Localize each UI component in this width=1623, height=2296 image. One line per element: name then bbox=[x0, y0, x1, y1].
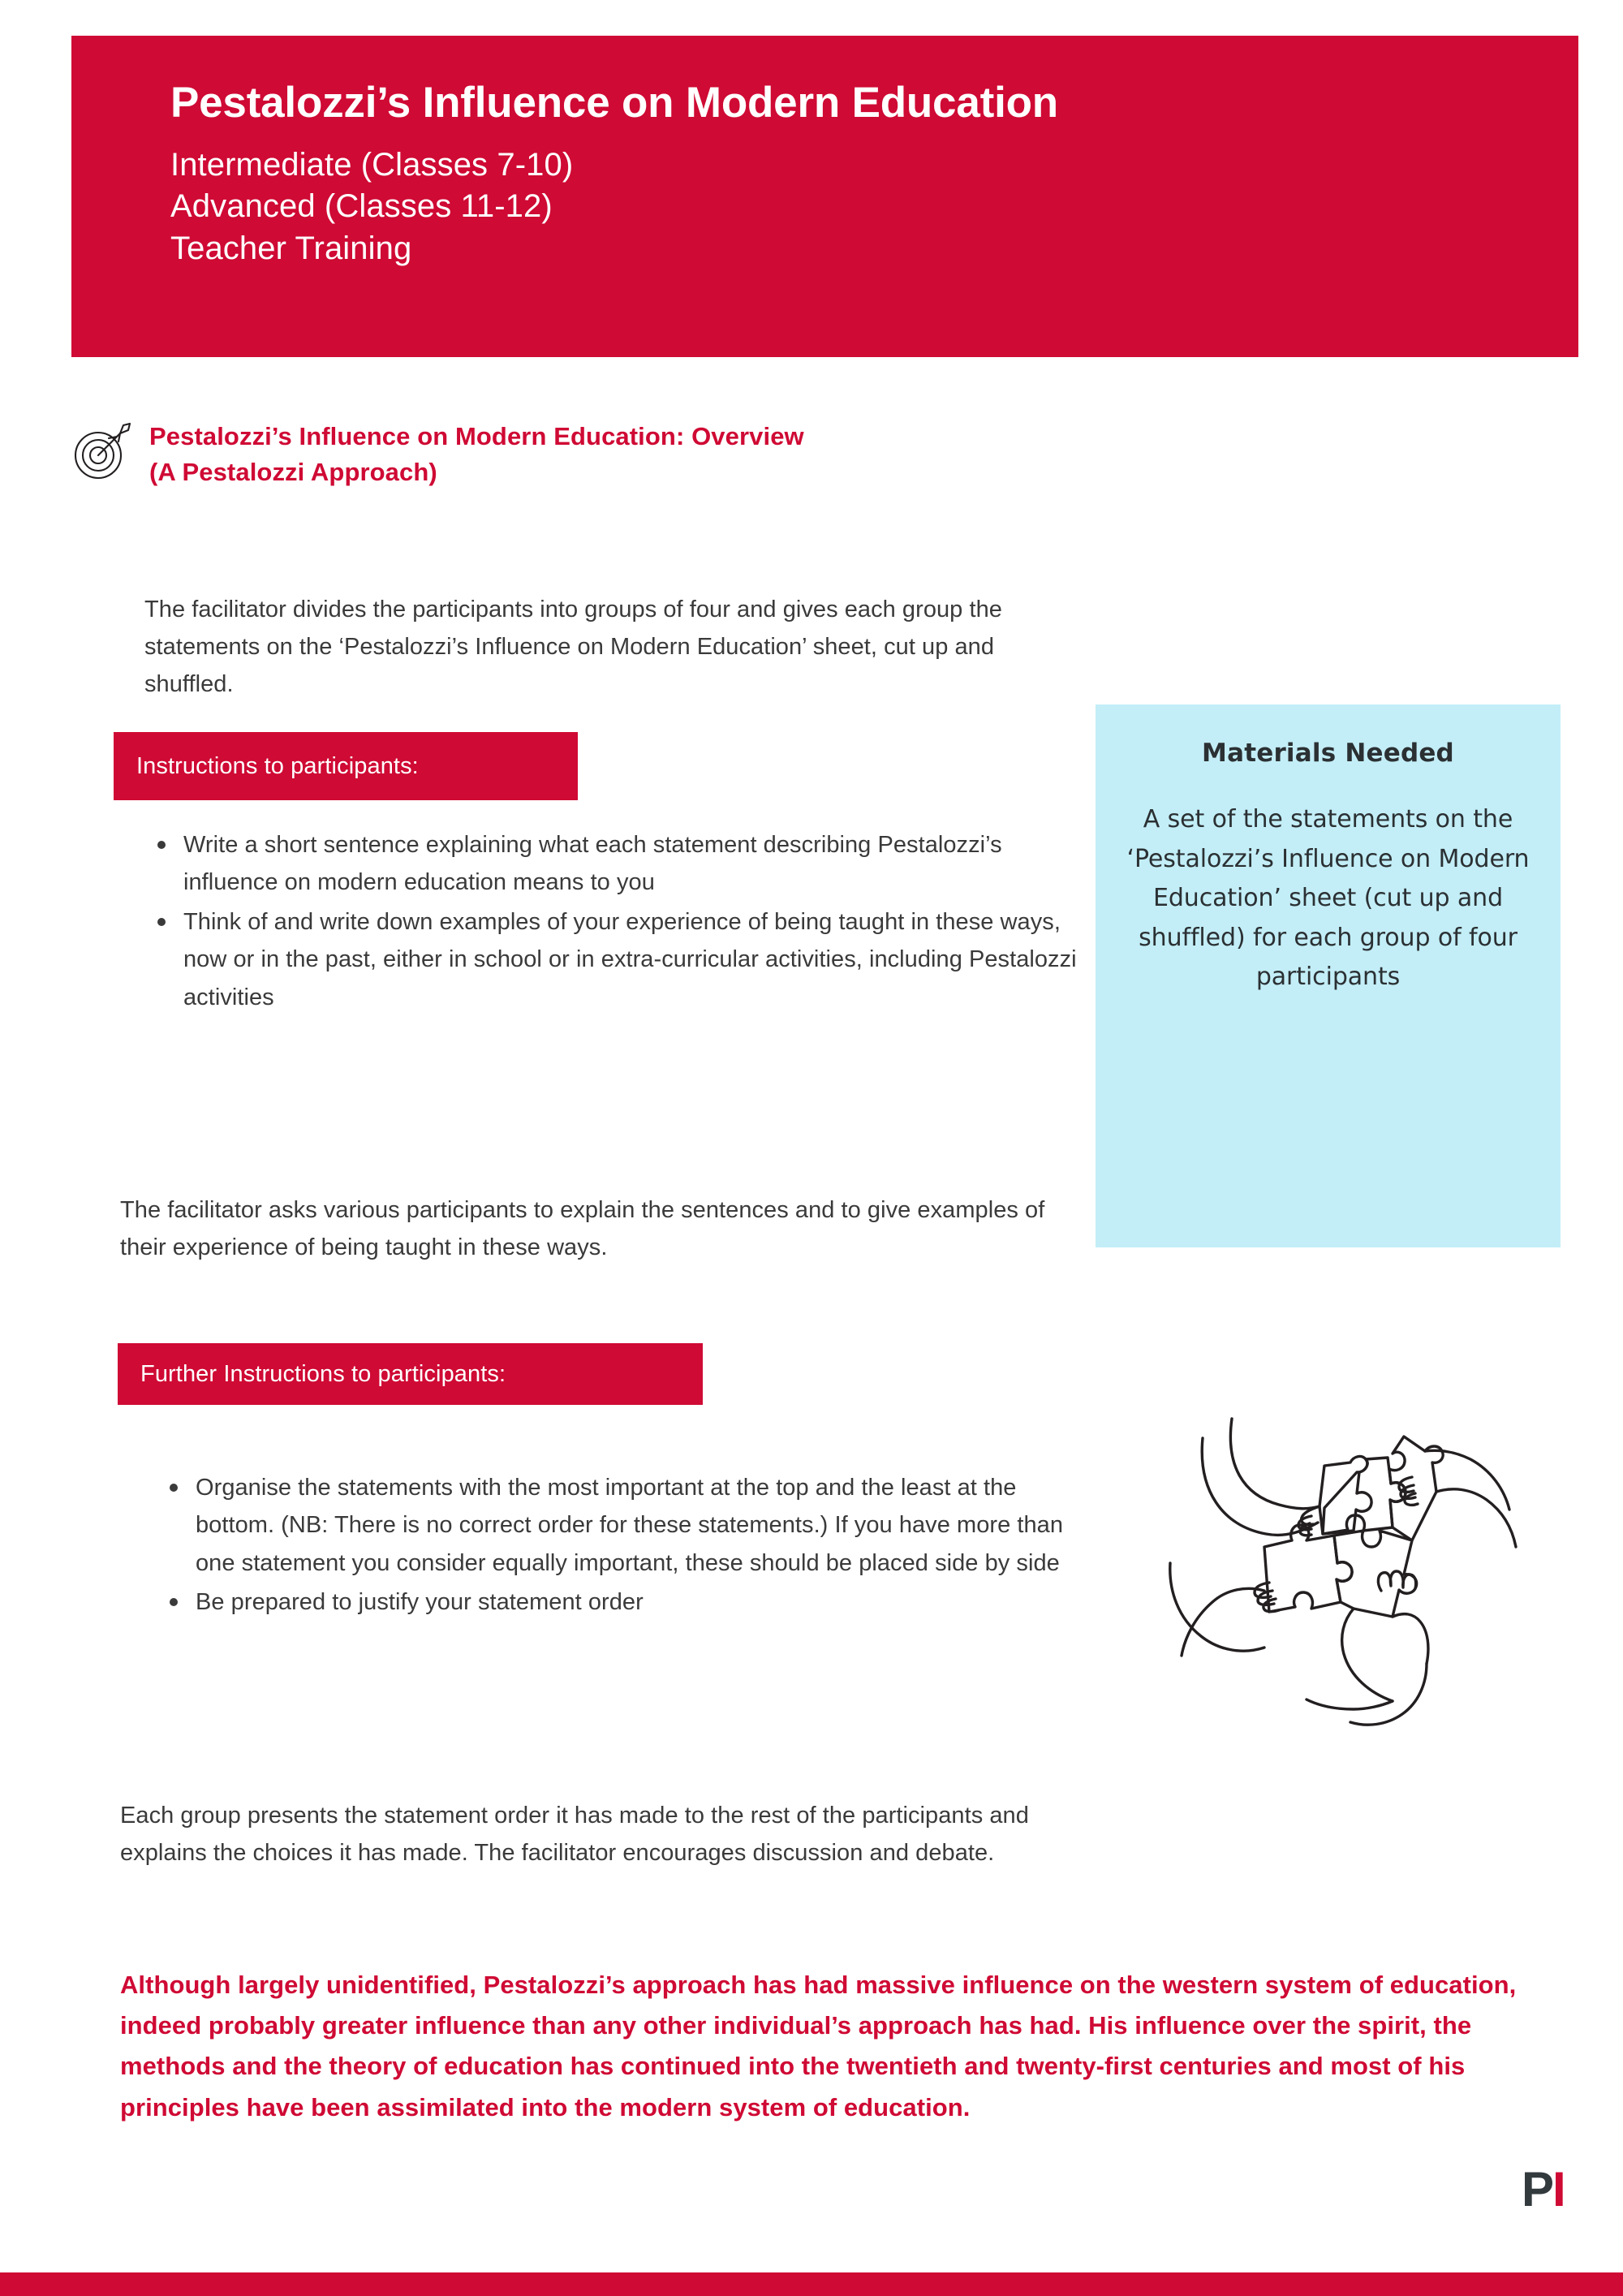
conclusion-paragraph: Although largely unidentified, Pestalozzi’s approach has had massive influence on the western system of education, indeed probably greater influence than any other individual’s approach has had. His influence over the spirit, the methods and the theory of education has continued into the twentieth and twenty-first centuries and most of his principles have been assimilated into the modern system of education. bbox=[120, 1971, 1517, 2122]
list-item: Think of and write down examples of your experience of being taught in these ways, now or in the past, either in school or in extra-curricular activities, including Pestalozzi activities bbox=[146, 903, 1087, 1016]
overview-heading-line-1: Pestalozzi’s Influence on Modern Education: Overview bbox=[149, 422, 804, 450]
further-instructions-banner-label: Further Instructions to participants: bbox=[140, 1360, 506, 1387]
hands-assembling-puzzle-illustration bbox=[1169, 1388, 1542, 1737]
materials-needed-title: Materials Needed bbox=[1202, 739, 1454, 768]
list-item: Organise the statements with the most important at the top and the least at the bottom. (NB: There is no correct order for these statements.) If you have more than one statement you consider equally important, these should be placed side by side bbox=[158, 1469, 1100, 1582]
header-band bbox=[71, 36, 1578, 357]
header-subtitle-intermediate: Intermediate (Classes 7-10) bbox=[170, 147, 574, 183]
further-instructions-bullet-list bbox=[158, 1469, 1100, 1623]
pi-logo bbox=[1522, 2162, 1565, 2216]
materials-needed-body: A set of the statements on the ‘Pestalozzi’s Influence on Modern Education’ sheet (cut up and shuffled) for each group of four participants bbox=[1126, 805, 1530, 992]
footer-bar bbox=[0, 2272, 1623, 2296]
overview-heading bbox=[71, 412, 1289, 490]
header-subtitle-advanced: Advanced (Classes 11-12) bbox=[170, 188, 553, 225]
instructions-follow-up-paragraph: The facilitator asks various participants to explain the sentences and to give examples of their experience of being taught in these ways. bbox=[120, 1197, 1045, 1260]
instructions-banner-label: Instructions to participants: bbox=[136, 752, 419, 779]
further-instructions-banner bbox=[118, 1343, 703, 1405]
list-item: Write a short sentence explaining what each statement describing Pestalozzi’s influence on modern education means to you bbox=[146, 826, 1087, 902]
logo-letter-i: I bbox=[1552, 2162, 1565, 2216]
intro-paragraph: The facilitator divides the participants into groups of four and gives each group the statements on the ‘Pestalozzi’s Influence on Modern Education’ sheet, cut up and shuffled. bbox=[144, 597, 1002, 697]
overview-heading-text bbox=[149, 412, 804, 490]
header-subtitle-teacher-training: Teacher Training bbox=[170, 230, 412, 266]
list-item: Be prepared to justify your statement order bbox=[158, 1583, 1100, 1621]
target-arrow-icon bbox=[71, 419, 135, 482]
overview-heading-line-2: (A Pestalozzi Approach) bbox=[149, 458, 437, 487]
further-instructions-follow-up-paragraph: Each group presents the statement order it has made to the rest of the participants and explains the choices it has made. The facilitator encourages discussion and debate. bbox=[120, 1803, 1029, 1866]
instructions-bullet-list bbox=[146, 826, 1087, 1018]
materials-needed-box bbox=[1096, 704, 1561, 1247]
page-title: Pestalozzi’s Influence on Modern Education bbox=[170, 79, 1058, 127]
instructions-banner bbox=[114, 732, 578, 800]
logo-letter-p: P bbox=[1522, 2162, 1553, 2216]
